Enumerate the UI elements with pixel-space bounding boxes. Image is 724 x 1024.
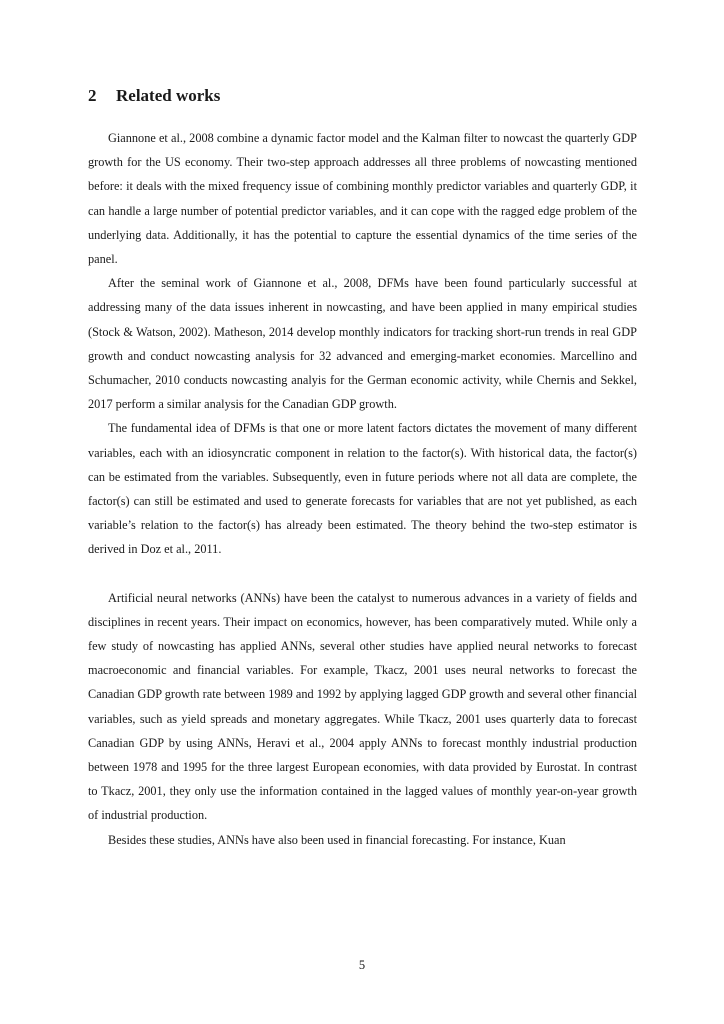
section-number: 2 [88,86,97,105]
paragraph-giannone: Giannone et al., 2008 combine a dynamic factor model and the Kalman filter to nowcast the quarterly GDP growth for the US economy. Their two-step approach addresses all three problems of nowcasting mentioned before: it deals with the mixed frequency issue of combining monthly predictor variables and quarterly GDP, it can handle a large number of potential predictor variables, and it can cope with the ragged edge problem of the underlying data. Additionally, it has the potential to capture the essential dynamics of the time series of the panel. [88,131,637,267]
paragraph-financial-forecasting: Besides these studies, ANNs have also been used in financial forecasting. For instance, Kuan [108,832,566,847]
paragraph-dfm-applications: After the seminal work of Giannone et al., 2008, DFMs have been found particularly successful at addressing many of the data issues inherent in nowcasting, and have been applied in many empirical studies (Stock & Watson, 2002). Matheson, 2014 develop monthly indicators for tracking short-run trends in real GDP growth and conduct nowcasting analysis for 32 advanced and emerging-market economies. Marcellino and Schumacher, 2010 conducts nowcasting analyis for the German economic activity, while Chernis and Sekkel, 2017 perform a similar analysis for the Canadian GDP growth. [88,276,637,412]
paragraph-gap [88,562,637,586]
paragraph-dfm-idea: The fundamental idea of DFMs is that one or more latent factors dictates the movement of many different variables, each with an idiosyncratic component in relation to the factor(s). With historical data, the factor(s) can be estimated from the variables. Subsequently, even in future periods where not all data are complete, the factor(s) can still be estimated and used to generate forecasts for variables that are not yet published, as each variable’s relation to the factor(s) has already been estimated. The theory behind the two-step estimator is derived in Doz et al., 2011. [88,421,637,557]
page-body [88,84,637,852]
paragraph-ann: Artificial neural networks (ANNs) have been the catalyst to numerous advances in a variety of fields and disciplines in recent years. Their impact on economics, however, has been comparatively muted. While only a few study of nowcasting has applied ANNs, several other studies have applied neural networks to forecast macroeconomic and financial variables. For example, Tkacz, 2001 uses neural networks to forecast the Canadian GDP growth rate between 1989 and 1992 by applying lagged GDP growth and several other financial variables, such as yield spreads and monetary aggregates. While Tkacz, 2001 uses quarterly data to forecast Canadian GDP by using ANNs, Heravi et al., 2004 apply ANNs to forecast monthly industrial production between 1978 and 1995 for the three largest European economies, with data provided by Eurostat. In contrast to Tkacz, 2001, they only use the information contained in the lagged values of monthly year-on-year growth of industrial production. [88,590,637,823]
page-number: 5 [358,958,366,972]
section-heading [88,84,637,108]
section-title: Related works [116,86,221,105]
